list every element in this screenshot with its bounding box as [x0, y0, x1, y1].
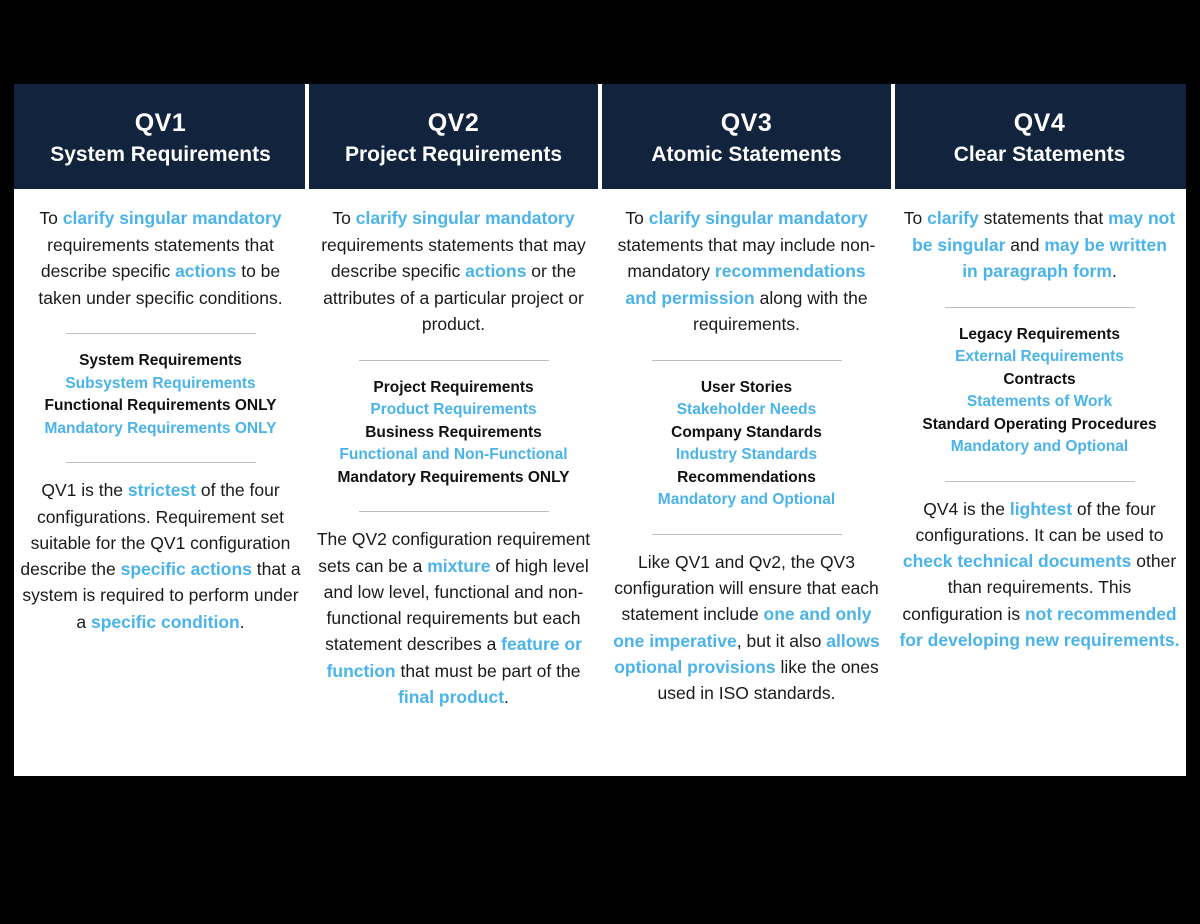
purpose-text	[14, 205, 307, 311]
purpose-text	[600, 205, 893, 338]
plain-phrase: The QV2 configuration requirement sets can be a	[316, 529, 591, 576]
plain-phrase: of the four configurations. It can be used to	[915, 498, 1164, 545]
column-body-qv3	[600, 189, 893, 776]
highlight-phrase: clarify	[927, 208, 979, 228]
column-header-qv4	[893, 84, 1186, 189]
column-qv3	[600, 84, 893, 776]
list-item: Functional and Non-Functional	[339, 446, 568, 464]
highlight-phrase: strictest	[127, 480, 196, 501]
list-item: Product Requirements	[370, 401, 537, 419]
column-separator	[305, 84, 309, 776]
plain-phrase: .	[239, 611, 245, 632]
list-item: Business Requirements	[365, 423, 542, 441]
column-header-qv3	[600, 84, 893, 189]
applicability-list	[893, 324, 1186, 459]
column-body-qv2	[307, 189, 600, 776]
plain-phrase: To	[39, 208, 63, 228]
note-text	[893, 496, 1186, 654]
plain-phrase: requirements statements that may describe specific	[321, 234, 586, 282]
plain-phrase: requirements statements that describe specific	[40, 234, 274, 282]
divider	[359, 511, 549, 512]
list-item: Subsystem Requirements	[65, 374, 256, 392]
divider	[652, 360, 842, 361]
plain-phrase: To	[332, 208, 356, 228]
highlight-phrase: clarify singular mandatory	[62, 208, 282, 228]
highlight-phrase: feature or function	[326, 634, 582, 681]
column-separator	[598, 84, 602, 776]
column-qv4	[893, 84, 1186, 776]
divider	[359, 360, 549, 361]
divider	[945, 481, 1135, 482]
list-item: Industry Standards	[675, 446, 818, 464]
highlight-phrase: actions	[465, 261, 527, 282]
divider	[945, 307, 1135, 308]
applicability-list	[307, 377, 600, 489]
highlight-phrase: check technical documents	[902, 551, 1132, 572]
highlight-phrase: specific condition	[90, 611, 240, 632]
divider	[66, 333, 256, 334]
highlight-phrase: mixture	[427, 555, 491, 576]
plain-phrase: and	[1005, 234, 1045, 255]
list-item: System Requirements	[79, 352, 242, 370]
plain-phrase: Like QV1 and Qv2, the QV3 configuration will ensure that each statement include	[614, 551, 879, 625]
list-item: Company Standards	[671, 423, 822, 441]
note-text	[14, 477, 307, 635]
column-separator	[891, 84, 895, 776]
column-qv1	[14, 84, 307, 776]
purpose-text	[893, 205, 1186, 285]
column-header-qv1	[14, 84, 307, 189]
highlight-phrase: not recommended for developing new requirements.	[899, 603, 1180, 650]
column-body-qv1	[14, 189, 307, 776]
plain-phrase: QV1 is the	[41, 480, 128, 501]
list-item: Mandatory Requirements ONLY	[337, 468, 570, 486]
column-header-qv2	[307, 84, 600, 189]
plain-phrase: that must be part of the	[395, 660, 581, 681]
column-title: Clear Statements	[953, 143, 1126, 167]
divider	[652, 534, 842, 535]
list-item: Functional Requirements ONLY	[44, 397, 277, 415]
highlight-phrase: clarify singular mandatory	[648, 208, 868, 228]
list-item: Contracts	[1003, 370, 1076, 388]
highlight-phrase: clarify singular mandatory	[355, 208, 575, 228]
plain-phrase: To	[903, 208, 928, 228]
plain-phrase: statements that may include non-mandatory	[617, 234, 876, 282]
plain-phrase: that a system is required to perform under a	[22, 559, 301, 632]
applicability-list	[14, 350, 307, 440]
plain-phrase: to be taken under specific conditions.	[38, 261, 283, 308]
purpose-text	[307, 205, 600, 338]
plain-phrase: , but it also	[736, 630, 827, 651]
plain-phrase: like the ones used in ISO standards.	[657, 656, 879, 704]
highlight-phrase: allows optional provisions	[614, 630, 880, 677]
plain-phrase: along with the requirements.	[693, 287, 868, 335]
list-item: Statements of Work	[966, 393, 1113, 411]
column-body-qv4	[893, 189, 1186, 776]
list-item: User Stories	[700, 378, 793, 396]
list-item: Mandatory Requirements ONLY	[44, 419, 277, 437]
highlight-phrase: may not be singular	[912, 208, 1176, 255]
column-code: QV1	[134, 109, 187, 138]
plain-phrase: .	[1111, 261, 1117, 282]
applicability-list	[600, 377, 893, 512]
column-title: System Requirements	[50, 143, 271, 167]
list-item: External Requirements	[955, 348, 1124, 366]
column-title: Project Requirements	[344, 143, 563, 167]
list-item: Mandatory and Optional	[657, 491, 836, 509]
highlight-phrase: specific actions	[120, 559, 252, 579]
column-code: QV4	[1013, 109, 1066, 138]
highlight-phrase: final product	[398, 686, 505, 707]
list-item: Recommendations	[677, 468, 816, 486]
column-qv2	[307, 84, 600, 776]
plain-phrase: statements that	[978, 208, 1109, 228]
column-code: QV3	[720, 109, 773, 138]
divider	[66, 462, 256, 463]
list-item: Legacy Requirements	[958, 325, 1121, 343]
list-item: Stakeholder Needs	[676, 401, 817, 419]
list-item: Mandatory and Optional	[950, 438, 1129, 456]
plain-phrase: other than requirements. This configuration is	[902, 551, 1177, 624]
column-code: QV2	[427, 109, 480, 138]
plain-phrase: To	[625, 208, 649, 228]
list-item: Project Requirements	[373, 378, 534, 396]
highlight-phrase: one and only one imperative	[613, 604, 872, 651]
comparison-table	[14, 84, 1186, 776]
highlight-phrase: lightest	[1009, 498, 1073, 519]
highlight-phrase: recommendations and permission	[625, 261, 866, 308]
note-text	[600, 549, 893, 707]
highlight-phrase: actions	[175, 261, 237, 282]
plain-phrase: or the attributes of a particular project or product.	[323, 261, 584, 335]
list-item: Standard Operating Procedures	[922, 415, 1157, 433]
column-title: Atomic Statements	[651, 143, 842, 167]
plain-phrase: of high level and low level, functional and non-functional requirements but each statement describes a	[323, 555, 589, 655]
note-text	[307, 526, 600, 710]
plain-phrase: .	[504, 686, 509, 707]
plain-phrase: QV4 is the	[923, 498, 1010, 519]
highlight-phrase: may be written in paragraph form	[962, 234, 1167, 282]
plain-phrase: of the four configurations. Requirement set suitable for the QV1 configuration describe the	[20, 480, 291, 579]
